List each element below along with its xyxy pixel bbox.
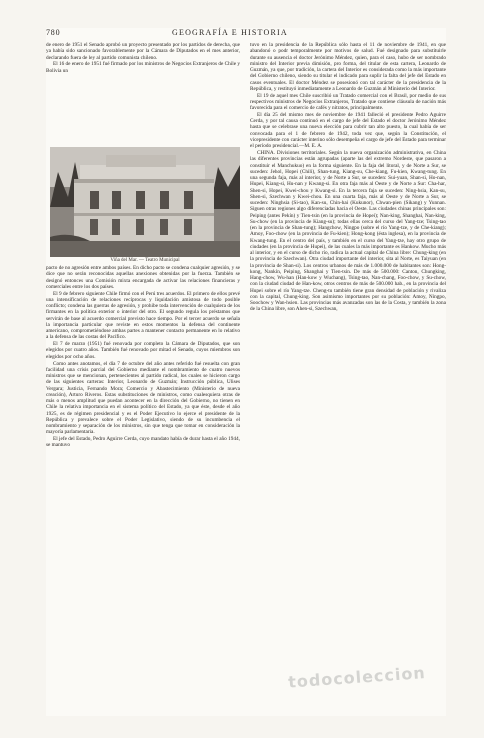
left-column-top <box>46 42 240 74</box>
paragraph: pacto de no agresión entre ambos países. En dicho pacto se condena cualquier agresión, y se dice que no serán reconocidas aquellas anexiones obtenidas por la fuerza. También se designó entonces una Comisión mixta encargada de activar las relaciones financieras y comerciales entre los dos países. <box>46 265 240 290</box>
left-column-bottom <box>46 265 240 449</box>
theater-photo <box>50 147 240 257</box>
theater-building-image <box>50 147 240 257</box>
paragraph: El día 25 del mismo mes de noviembre de 1941 falleció el presidente Pedro Aguirre Cerda, y por tal causa continuó en el cargo de jefe del Estado el doctor Jerónimo Méndez hasta que se celebrase una nueva elección para cubrir tan alto puesto, la cual había de ser convocada para el 1 de febrero de 1942, toda vez que, según la Constitución, el vicepresidente con carácter interino sólo desempeña el cargo de jefe del Estado para terminar el período presidencial.—M. E. A. <box>250 111 446 150</box>
paragraph: de enero de 1951 el Senado aprobó un proyecto presentado por los partidos de derecha, que ya había sido sancionado favorablemente por la Cámara de Diputados en el mes anterior, declarando fuera de ley al partido comunista chileno. <box>46 42 240 61</box>
running-head <box>46 28 446 40</box>
paragraph: El 19 de aquel mes Chile suscribió un Tratado comercial con el Brasil, por medio de sus respectivos ministros de Negocios Extranjeros, Tratado que contiene cláusula de nación más favorecida para el comercio de cafés y nitratos, principalmente. <box>250 92 446 112</box>
section-title: GEOGRAFÍA E HISTORIA <box>172 28 288 37</box>
photo-caption: Viña del Mar. — Teatro Municipal <box>110 258 180 263</box>
paragraph: El 9 de febrero siguiente Chile firmó con el Perú tres acuerdos. El primero de ellos prevé una intensificación de relaciones recíprocas y liquidación amistosa de todo posible conflicto; condena las guerras de agresión, y prohibe toda intervención de cualquiera de los firmantes en la política exterior o interior del otro. El segundo regula los préstamos que servirán de base al acuerdo comercial previsto hace tiempo. Por el tercer acuerdo se señala la importancia particular que reviste en estos momentos la defensa del continente americano, comprometiéndose ambas partes a mantener contacto permanente en lo relativo a la defensa de las costas del Pacífico. <box>46 290 240 341</box>
paragraph: El 7 de marzo (1951) fué renovada por completo la Cámara de Diputados, que son elegidos por cuatro años. También fué renovado por mitad el Senado, cuyos miembros son elegidos por ocho años. <box>46 341 240 360</box>
paragraph: tuvo en la presidencia de la República sólo hasta el 11 de noviembre de 1941, en que abandonó o podr temporalmente por motivos de salud. Fué designado para substituirle durante su ausencia el doctor Jerónimo Méndez, quien, para el caso, hubo de ser nombrado ministro del Interior previa dimisión, pro forma, del titular de esta cartera, Leonardo de Guzmán, ya que, por tradición, la cartera del Interior es considerada como la más importante del Gobierno chileno, siendo su titular el indicado para suplir la falta del jefe del Estado en casos eventuales. El doctor Méndez se posesionó con tal carácter de la presidencia de la República, y restituyó inmediatamente a Leonardo de Guzmán al Ministerio del Interior. <box>250 42 446 92</box>
page-number: 780 <box>46 28 61 37</box>
right-column <box>250 42 446 313</box>
paragraph: El 16 de enero de 1951 fué firmado por los ministros de Negocios Extranjeros de Chile y Bolivia un <box>46 61 240 74</box>
paragraph: Como antes anotamos, el día 7 de octubre del año antes referido fué resuelta con gran facilidad una crisis parcial del Gobierno mediante el nombramiento de cuatro nuevos ministros que se mencionan, pertenecientes al partido radical, los cuales se hicieron cargo de las siguientes carteras: Interior, Leonardo de Guzmán; Instrucción pública, Ulises Vergara; Justicia, Fernando Mora; Comercio y Abastecimiento (Ministerio de nueva creación), Arturo Riveros. Estas substituciones de ministros, como cualesquiera otras de más o menos amplitud que puedan acontecer en la dirección del Gobierno, no tienen en Chile la relativa importancia en el sistema político del Estado, ya que éste, desde el año 1925, es de régimen presidencial y es el Poder Ejecutivo lo ejerce el presidente de la República y prevalece sobre el Poder Legislativo, siendo de su incumbencia el nombramiento y separación de los ministros, sin que tenga que tomar en consideración la mayoría parlamentaria. <box>46 360 240 436</box>
paragraph: CHINA. Divisiones territoriales. Según la nueva organización administrativa, en China las diferentes provincias están agrupadas (aparte las del extremo Nordeste, que pasaron a constituir el Manchukuo) en la forma siguiente. En la faja del litoral, y de Norte a Sur, se suceden: Jehol, Hopei (Chili), Shan-tung, Kiang-su, Che-kiang, Fu-kien, Kwang-tung. En una segunda faja, más al interior, y de Norte a Sur, se suceden: Sui-yuan, Shan-si, Ho-nan, Hupei, Kiang-si, Hu-nan y Kwang-si. En otra faja más al Oeste y de Norte a Sur: Cha-har, Shen-si, Hopei, Kwei-chou y Kwang-si. En la tercera faja se suceden: Ning-hsia, Kan-su, Shen-si, Szechwan y Kwei-chou. En una cuarta faja, más al Oeste y de Norte a Sur, se suceden: Ninghsia (Si-tao), Kan-su, Chin-hai (Kukunor), Chwan-pien (Sikang) y Yunnan. Siguen otras regiones algo diferenciadas hacia el Oeste. Las ciudades chinas principales son: Peiping (antes Pekín) y Tien-tsin (en la provincia de Hopei); Nan-king, Shanghai, Nan-king, Su-chow (en la provincia de Kiang-su); todas ellas cerca del curso del Yang-tze; Tsing-tao (en la provincia de Shan-tung); Hangchow, Ningpo (sobre el río Yang-tze, y de Che-kiang); Amoy, Foo-chow (en la provincia de Fu-kien); Hong-kong (ésta inglesa), en la provincia de Kwang-tung. En el centro del país, y también en el curso del Yang-tze, hay otro grupo de ciudades (en la provincia de Hupei), de las cuales la más importante es Hankow. Mucho más al interior, y en el curso de dicho río, radica la actual capital de China libre: Chung-king (en la provincia de Szechwan). Otra ciudad importante del interior, sita al Norte, es Taiyuan (en la provincia de Shan-si). Los centros urbanos de más de 1.000.000 de habitantes son: Hong-kong, Nankín, Peiping, Shanghai y Tien-tsin. De más de 500.000: Canton, Chungking, Hang-chow, Wu-han (Han-kow y Wuchang), Tsing-tao, Nan-chang, Foo-chow, y Su-chow, con la ciudad ciudad de Han-kow, otros centros de más de 500.000 hab., en la provincia del Hupei sobre el río Yang-tze. Cheng-tu también tiene gran densidad de población y rivaliza con la capital, Chung-king. Son asimismo importantes por su población: Amoy, Ningpo, Soochow y Wan-hsien. Las provincias más avanzadas son las de la Costa, y también la zona de la China libre, son Ahen-si, Szechwan, <box>250 150 446 313</box>
paragraph: El jefe del Estado, Pedro Aguirre Cerda, cuyo mandato había de durar hasta el año 1944, se mantuvo <box>46 436 240 449</box>
book-page <box>46 28 446 716</box>
watermark-logo: todocoleccion <box>287 663 427 692</box>
